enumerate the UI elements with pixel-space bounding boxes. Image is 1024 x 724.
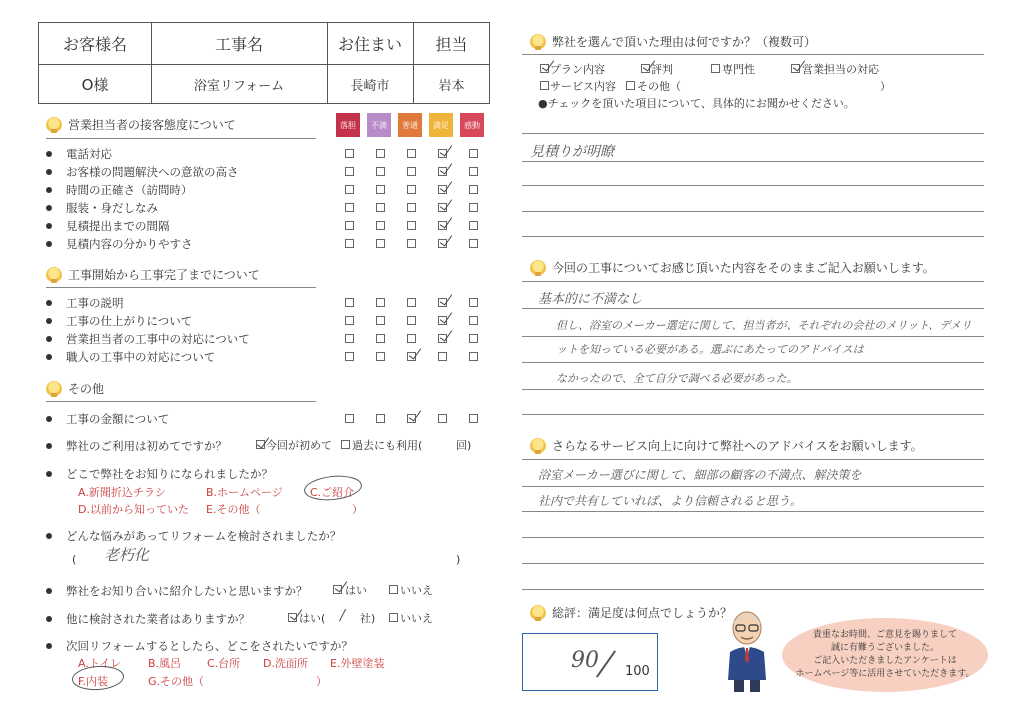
impression-line-2: 但し、浴室のメーカー選定に関して、担当者が、それぞれの会社のメリット、デメリットを知っている必要がある。選ぶにあたってのアドバイスは (556, 319, 972, 356)
writing-line (522, 563, 984, 564)
first-use-question: 弊社のご利用は初めてですか？ (46, 438, 227, 454)
section1-item-rating-checkbox[interactable] (469, 167, 478, 176)
where-option-e[interactable]: E.その他（ (206, 503, 261, 516)
lightbulb-icon (530, 438, 546, 454)
score-value: 90 (571, 648, 599, 673)
section1-item-rating-checkbox[interactable] (376, 149, 385, 158)
next-option-a[interactable]: A.トイレ (78, 657, 122, 670)
section1-item-rating-checkbox[interactable] (407, 185, 416, 194)
price-row: 工事の金額について (46, 411, 169, 427)
section1-item-rating-checkbox[interactable] (469, 221, 478, 230)
check-mark-icon (439, 331, 451, 343)
thanks-message (782, 618, 988, 692)
section1-item-rating-checkbox[interactable] (376, 167, 385, 176)
score-box[interactable] (522, 633, 658, 691)
reason-reputation-label: 評判 (651, 63, 673, 76)
reason-service-checkbox[interactable] (540, 81, 549, 90)
writing-line (522, 486, 984, 487)
next-option-g-close: ） (316, 675, 327, 688)
rating-header-4: 感動 (460, 113, 484, 137)
section-divider (46, 401, 316, 402)
staff-label: 担当 (435, 35, 468, 54)
section-divider (522, 281, 984, 282)
section1-item-label: 服装・身だしなみ (66, 201, 158, 215)
where-option-a[interactable]: A.新聞折込チラシ (78, 486, 166, 499)
lightbulb-icon (530, 260, 546, 276)
check-mark-icon (439, 236, 451, 248)
section2-item-rating-checkbox[interactable] (469, 298, 478, 307)
advice-line-1: 浴室メーカー選びに関して、細部の顧客の不満点、解決策を (538, 468, 862, 482)
advice-line-2: 社内で共有していれば、より信頼されると思う。 (538, 494, 803, 508)
writing-line (522, 414, 984, 415)
lightbulb-icon (530, 34, 546, 50)
section1-item-rating-checkbox[interactable] (376, 221, 385, 230)
where-question: どこで弊社をお知りになられましたか？ (46, 466, 273, 482)
reason-other-checkbox[interactable] (626, 81, 635, 90)
section2-item-rating-checkbox[interactable] (438, 352, 447, 361)
reason-expertise-checkbox[interactable] (711, 64, 720, 73)
score-question: 総評：満足度は何点でしょうか？ (530, 604, 732, 621)
writing-line (522, 211, 984, 212)
worry-answer: 老朽化 (104, 546, 150, 564)
writing-line (522, 389, 984, 390)
check-mark-icon (439, 164, 451, 176)
other-vendor-question: 他に検討された業者はありますか？ (46, 611, 250, 627)
other-vendor-yes-label: はい( (299, 612, 326, 625)
section2-item-row (46, 313, 192, 329)
reason-question: 弊社を選んで頂いた理由は何ですか？（複数可） (530, 33, 816, 50)
impression-line-3: なかったので、全て自分で調べる必要があった。 (556, 372, 798, 385)
where-option-c[interactable]: C.ご紹介 (310, 486, 355, 499)
other-vendor-no-label: いいえ (400, 612, 433, 625)
customer-name-value: O様 (81, 75, 109, 94)
thanks-line: 貴重なお時間、ご意見を賜りまして (812, 630, 957, 640)
work-name-label: 工事名 (214, 35, 263, 54)
section2-item-row (46, 295, 124, 311)
section1-item-label: お客様の問題解決への意欲の高さ (66, 165, 239, 179)
section1-item-row (46, 236, 193, 252)
customer-name-label: お客様名 (62, 35, 127, 54)
section1-item-rating-checkbox[interactable] (469, 149, 478, 158)
section2-item-rating-checkbox[interactable] (345, 352, 354, 361)
rating-header-0: 落胆 (336, 113, 360, 137)
section2-title: 工事開始から工事完了までについて (46, 266, 260, 283)
section3-title: その他 (46, 380, 104, 397)
score-max: 100 (625, 664, 650, 679)
section1-item-row (46, 164, 239, 180)
worry-close-paren: ) (456, 553, 461, 566)
check-mark-icon (439, 182, 451, 194)
price-rating-checkbox[interactable] (469, 414, 478, 423)
next-reform-question: 次回リフォームするとしたら、どこをされたいですか？ (46, 638, 353, 654)
reason-answer: 見積りが明瞭 (530, 144, 614, 160)
price-rating-checkbox[interactable] (438, 414, 447, 423)
first-use-no-label: 過去にも利用( (352, 439, 423, 452)
customer-info-table (38, 22, 490, 104)
where-option-e-close: ） (352, 503, 363, 516)
next-option-c[interactable]: C.台所 (207, 657, 241, 670)
next-option-f[interactable]: F.内装 (78, 675, 109, 688)
lightbulb-icon (46, 381, 62, 397)
section1-item-rating-checkbox[interactable] (345, 149, 354, 158)
address-value: 長崎市 (350, 78, 390, 94)
section1-item-rating-checkbox[interactable] (407, 221, 416, 230)
writing-line (522, 362, 984, 363)
rating-header-3: 満足 (429, 113, 453, 137)
section1-item-rating-checkbox[interactable] (469, 185, 478, 194)
impression-question: 今回の工事についてお感じ頂いた内容をそのままご記入お願いします。 (530, 259, 935, 276)
writing-line (522, 537, 984, 538)
section2-item-rating-checkbox[interactable] (376, 316, 385, 325)
section1-item-rating-checkbox[interactable] (469, 203, 478, 212)
slash-mark-icon (596, 650, 616, 677)
rating-header-1: 不満 (367, 113, 391, 137)
thanks-line: ご記入いただきましたアンケートは (813, 656, 957, 666)
section2-item-label: 工事の仕上がりについて (66, 314, 193, 328)
advice-question: さらなるサービス向上に向けて弊社へのアドバイスをお願いします。 (530, 437, 923, 454)
section-divider (46, 138, 316, 139)
writing-line (522, 133, 984, 134)
section1-item-rating-checkbox[interactable] (345, 221, 354, 230)
worry-question: どんな悩みがあってリフォームを検討されましたか？ (46, 528, 341, 544)
section2-item-rating-checkbox[interactable] (376, 334, 385, 343)
rating-header-2: 普通 (398, 113, 422, 137)
section2-item-rating-checkbox[interactable] (376, 298, 385, 307)
writing-line (522, 161, 984, 162)
reason-other-close: ） (880, 80, 891, 93)
check-mark-icon (439, 200, 451, 212)
section1-item-rating-checkbox[interactable] (407, 239, 416, 248)
check-mark-icon (439, 313, 451, 325)
section1-item-rating-checkbox[interactable] (407, 167, 416, 176)
section2-item-rating-checkbox[interactable] (407, 316, 416, 325)
reason-note: ●チェックを頂いた項目について、具体的にお聞かせください。 (538, 97, 855, 110)
section-divider (522, 459, 984, 460)
check-mark-icon (408, 411, 420, 423)
thanks-line: ホームページ等に活用させていただきます。 (795, 669, 975, 679)
section1-item-row (46, 182, 193, 198)
section2-item-label: 営業担当者の工事中の対応について (66, 332, 250, 346)
lightbulb-icon (46, 267, 62, 283)
reason-other-label: その他（ (637, 80, 681, 93)
section1-item-label: 見積内容の分かりやすさ (66, 237, 193, 251)
lightbulb-icon (46, 117, 62, 133)
writing-line (522, 236, 984, 237)
first-use-no-checkbox[interactable] (341, 440, 350, 449)
section1-item-rating-checkbox[interactable] (345, 239, 354, 248)
impression-line-1: 基本的に不満なし (538, 292, 643, 307)
section-divider (46, 287, 316, 288)
other-vendor-no-checkbox[interactable] (389, 613, 398, 622)
section2-item-rating-checkbox[interactable] (469, 352, 478, 361)
reason-plan-label: プラン内容 (550, 63, 605, 76)
thanks-line: 誠に有難うございました。 (830, 643, 939, 653)
price-rating-checkbox[interactable] (345, 414, 354, 423)
writing-line (522, 336, 984, 337)
section2-item-rating-checkbox[interactable] (469, 334, 478, 343)
section1-item-label: 電話対応 (66, 147, 112, 161)
other-vendor-unit: 社) (360, 612, 376, 625)
section2-item-row (46, 349, 215, 365)
first-use-times-label: 回) (456, 439, 472, 452)
section1-item-rating-checkbox[interactable] (345, 185, 354, 194)
address-label: お住まい (337, 35, 402, 54)
check-mark-icon (439, 218, 451, 230)
lightbulb-icon (530, 605, 546, 621)
introduce-no-checkbox[interactable] (389, 585, 398, 594)
section1-item-rating-checkbox[interactable] (407, 149, 416, 158)
section2-item-rating-checkbox[interactable] (345, 316, 354, 325)
section2-item-label: 職人の工事中の対応について (66, 350, 216, 364)
section2-item-rating-checkbox[interactable] (469, 316, 478, 325)
where-option-b[interactable]: B.ホームページ (206, 486, 283, 499)
reason-sales-label: 営業担当の対応 (802, 63, 879, 76)
price-rating-checkbox[interactable] (376, 414, 385, 423)
section2-item-rating-checkbox[interactable] (376, 352, 385, 361)
section1-item-label: 見積提出までの間隔 (66, 219, 170, 233)
section1-item-rating-checkbox[interactable] (376, 239, 385, 248)
writing-line (522, 511, 984, 512)
where-option-d[interactable]: D.以前から知っていた (78, 503, 189, 516)
check-mark-icon (408, 349, 420, 361)
section1-item-rating-checkbox[interactable] (345, 203, 354, 212)
section2-item-rating-checkbox[interactable] (345, 298, 354, 307)
section1-item-label: 時間の正確さ（訪問時） (66, 183, 193, 197)
section2-item-rating-checkbox[interactable] (407, 298, 416, 307)
reason-expertise-label: 専門性 (722, 63, 755, 76)
introduce-no-label: いいえ (400, 584, 433, 597)
first-use-yes-label: 今回が初めて (266, 439, 332, 452)
writing-line (522, 589, 984, 590)
section1-item-rating-checkbox[interactable] (376, 203, 385, 212)
section2-item-rating-checkbox[interactable] (345, 334, 354, 343)
reason-service-label: サービス内容 (550, 80, 616, 93)
work-name-value: 浴室リフォーム (193, 78, 285, 94)
section1-title: 営業担当者の接客態度について (46, 116, 236, 133)
check-mark-icon (439, 146, 451, 158)
next-option-e[interactable]: E.外壁塗装 (330, 657, 385, 670)
check-mark-icon (439, 295, 451, 307)
section-divider (522, 54, 984, 55)
section1-item-rating-checkbox[interactable] (345, 167, 354, 176)
section1-item-rating-checkbox[interactable] (407, 203, 416, 212)
section1-item-row (46, 146, 112, 162)
section1-item-rating-checkbox[interactable] (469, 239, 478, 248)
section2-item-rating-checkbox[interactable] (407, 334, 416, 343)
writing-line (522, 185, 984, 186)
section2-item-row (46, 331, 250, 347)
section2-item-label: 工事の説明 (66, 296, 124, 310)
next-option-d[interactable]: D.洗面所 (263, 657, 308, 670)
next-option-g[interactable]: G.その他（ (148, 675, 205, 688)
next-option-b[interactable]: B.風呂 (148, 657, 182, 670)
section1-item-row (46, 218, 170, 234)
introduce-yes-label: はい (345, 584, 367, 597)
section1-item-row (46, 200, 158, 216)
introduce-question: 弊社をお知り合いに紹介したいと思いますか？ (46, 583, 308, 599)
other-vendor-count: / (340, 606, 346, 624)
presenter-illustration-icon (722, 608, 772, 694)
worry-open-paren: ( (72, 553, 77, 566)
section1-item-rating-checkbox[interactable] (376, 185, 385, 194)
writing-line (522, 308, 984, 309)
staff-value: 岩本 (438, 78, 465, 94)
